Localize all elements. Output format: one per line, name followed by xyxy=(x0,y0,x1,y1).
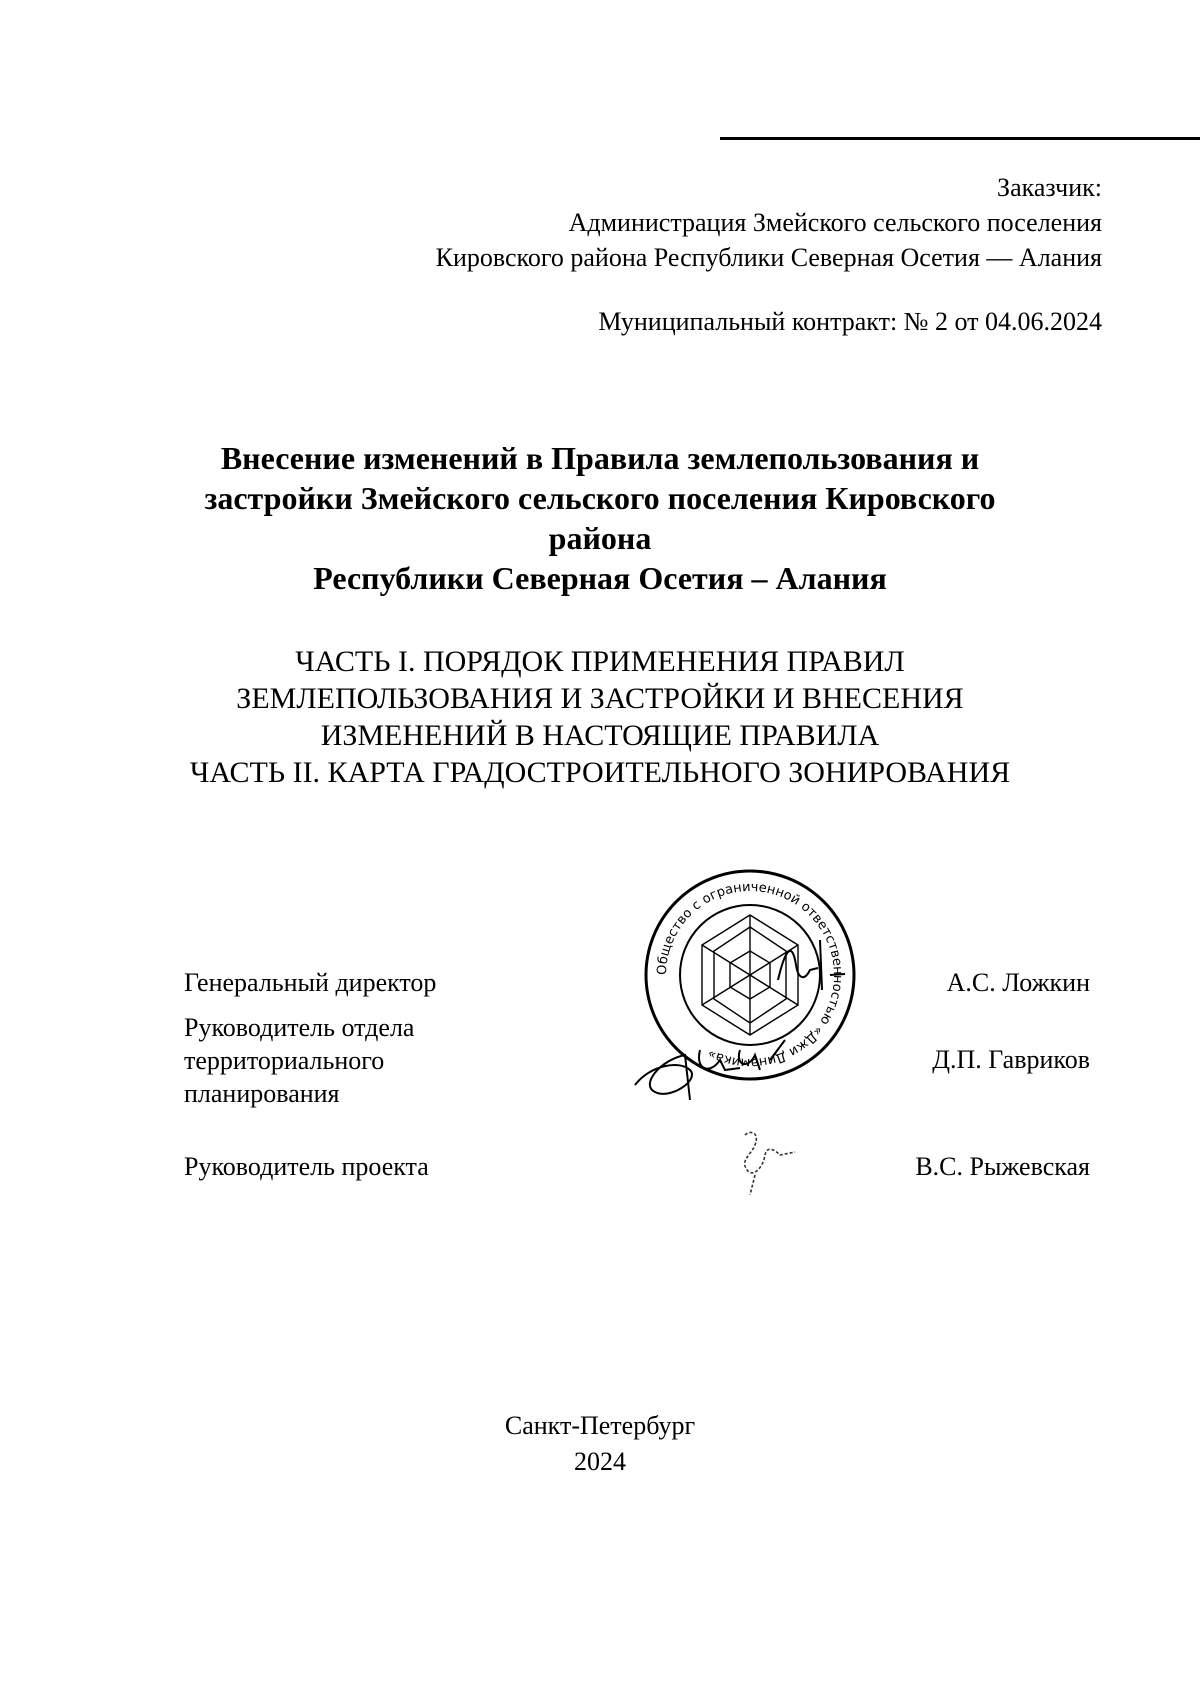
signature-1-icon xyxy=(770,930,850,1000)
signatory-name-2: Д.П. Гавриков xyxy=(932,1045,1090,1074)
customer-name-line-2: Кировского района Республики Северная Осетия — Алания xyxy=(435,243,1102,272)
role-line: Руководитель отдела xyxy=(184,1013,415,1042)
signatory-role-3 xyxy=(184,1150,429,1183)
footer-city: Санкт-Петербург xyxy=(504,1411,696,1440)
signatory-role-1 xyxy=(184,966,436,999)
parts-line-3: ИЗМЕНЕНИЙ В НАСТОЯЩИЕ ПРАВИЛА xyxy=(320,719,880,752)
title-line-2: застройки Змейского сельского поселения Кировского xyxy=(204,480,996,516)
signatory-name-3: В.С. Рыжевская xyxy=(915,1152,1090,1181)
footer xyxy=(0,1408,1200,1480)
signature-3-icon xyxy=(725,1120,815,1200)
signatory-name-1: А.С. Ложкин xyxy=(946,968,1090,997)
customer-label: Заказчик: xyxy=(997,173,1102,202)
customer-block xyxy=(436,170,1102,275)
signature-2-icon xyxy=(630,1030,810,1110)
document-title xyxy=(100,438,1100,598)
title-line-3: района xyxy=(548,520,652,556)
header-rule xyxy=(720,137,1200,140)
parts-line-2: ЗЕМЛЕПОЛЬЗОВАНИЯ И ЗАСТРОЙКИ И ВНЕСЕНИЯ xyxy=(236,682,964,715)
parts-line-4: ЧАСТЬ II. КАРТА ГРАДОСТРОИТЕЛЬНОГО ЗОНИРОВАНИЯ xyxy=(189,756,1011,789)
footer-year: 2024 xyxy=(574,1447,626,1476)
stamp-text: Общество с ограниченной ответственностью «Джи Динамика» xyxy=(654,879,846,1071)
role-line: Генеральный директор xyxy=(184,968,437,997)
role-line: Руководитель проекта xyxy=(184,1152,429,1181)
document-parts xyxy=(100,643,1100,791)
signatory-role-2 xyxy=(184,1011,414,1110)
contract-number: Муниципальный контракт: № 2 от 04.06.2024 xyxy=(598,307,1102,336)
title-line-1: Внесение изменений в Правила землепользования и xyxy=(220,440,980,476)
role-line: территориального xyxy=(184,1046,385,1075)
customer-name-line-1: Администрация Змейского сельского поселения xyxy=(568,208,1102,237)
parts-line-1: ЧАСТЬ I. ПОРЯДОК ПРИМЕНЕНИЯ ПРАВИЛ xyxy=(295,645,905,678)
role-line: планирования xyxy=(184,1079,340,1108)
title-line-4: Республики Северная Осетия – Алания xyxy=(313,560,887,596)
